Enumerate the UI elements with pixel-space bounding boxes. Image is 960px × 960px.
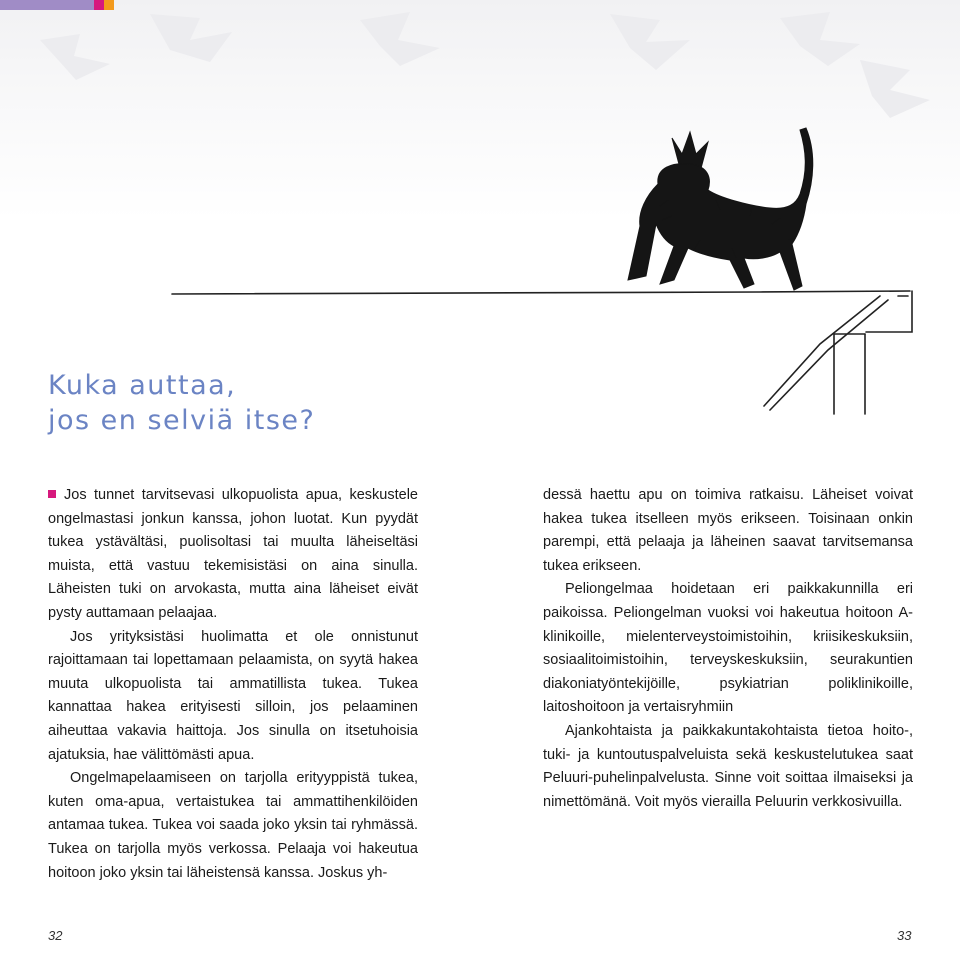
tab-orange bbox=[104, 0, 114, 10]
page-number-left: 32 bbox=[48, 928, 63, 943]
title-line-1: Kuka auttaa, bbox=[48, 370, 237, 401]
title-line-2: jos en selviä itse? bbox=[48, 405, 316, 436]
right-text-column bbox=[543, 484, 913, 814]
paragraph-1 bbox=[48, 484, 418, 626]
page-number-right: 33 bbox=[897, 928, 912, 943]
square-bullet-icon bbox=[48, 490, 56, 498]
paragraph-1-text: Jos tunnet tarvitsevasi ulkopuolista apua, keskustele ongelmastasi jonkun kanssa, johon luotat. Kun pyydät tukea ystävältäsi, puolisoltasi tai muulta läheiseltäsi muista, että vastuu tekemisistäsi on aina sinulla. Läheisten tuki on arvokasta, mutta aina läheiset eivät pysty auttamaan pelaajaa. bbox=[48, 487, 418, 621]
page-title bbox=[48, 368, 315, 438]
paragraph-3: Ongelmapelaamiseen on tarjolla erityyppistä tukea, kuten oma-apua, vertaistukea tai ammattihenkilöiden antamaa tukea. Tukea voi saada joko yksin tai ryhmässä. Tukea on tarjolla myös verkossa. Pelaaja voi hakeutua hoitoon joko yksin tai läheistensä kanssa. Joskus yh- bbox=[48, 770, 418, 881]
paragraph-4: dessä haettu apu on toimiva ratkaisu. Läheiset voivat hakea tukea itselleen myös erikseen. Toisinaan onkin parempi, että pelaaja ja läheinen saavat tarvitsemansa tukea erikseen. bbox=[543, 487, 913, 574]
paragraph-2: Jos yrityksistäsi huolimatta et ole onnistunut rajoittamaan tai lopettamaan pelaamista, on syytä hakea muuta ulkopuolista tai ammatillista tukea. Tukea kannattaa hakea erityisesti silloin, jos pelaaminen aiheuttaa vakavia haittoja. Jos sinulla on itsetuhoisia ajatuksia, hae välittömästi apua. bbox=[48, 628, 418, 763]
tab-purple bbox=[0, 0, 94, 10]
left-text-column bbox=[48, 484, 418, 885]
tab-magenta bbox=[94, 0, 104, 10]
paragraph-6: Ajankohtaista ja paikkakuntakohtaista tietoa hoito-, tuki- ja kuntoutuspalveluista sekä keskustelutukea saat Peluuri-puhelinpalvelusta. Sinne voit soittaa ilmaiseksi ja nimettömänä. Voit myös vierailla Peluurin verkkosivuilla. bbox=[543, 722, 913, 810]
paragraph-5: Peliongelmaa hoidetaan eri paikkakunnilla eri paikoissa. Peliongelman vuoksi voi hakeutua hoitoon A-klinikoille, mielenterveystoimistoihin, kriisikeskuksiin, sosiaalitoimistoihin, terveyskeskuksiin, seurakuntien diakoniatyöntekijöille, psykiatrian poliklinikoille, laitoshoitoon ja vertaisryhmiin bbox=[543, 581, 913, 716]
